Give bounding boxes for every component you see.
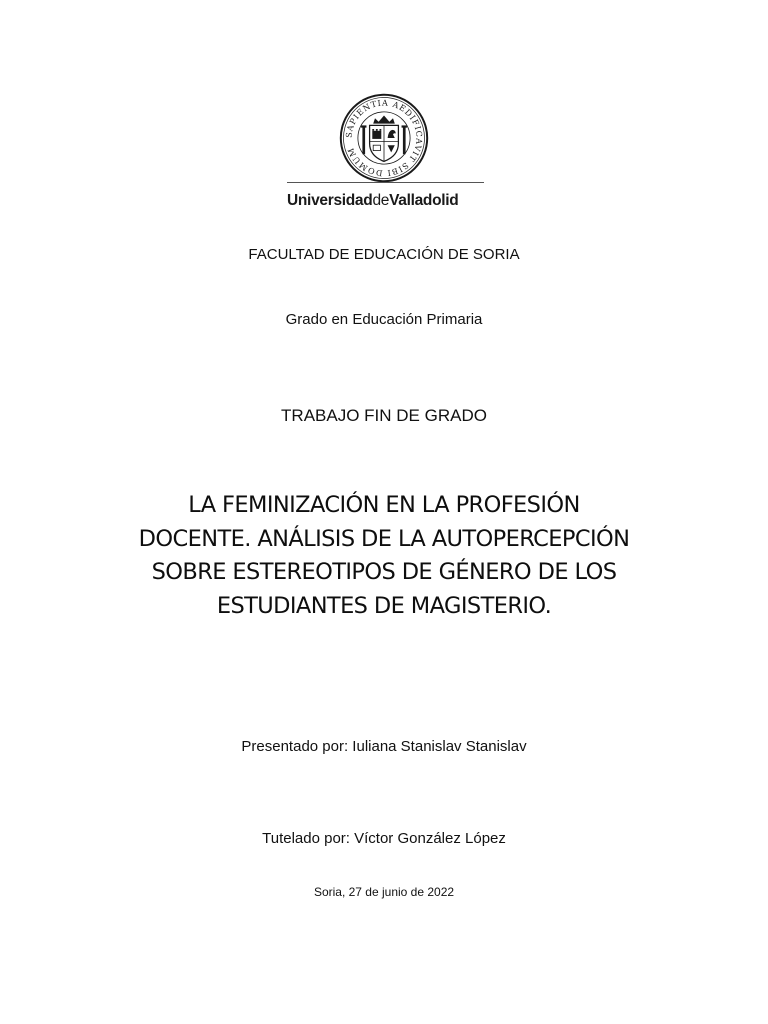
wordmark-universidad: Universidad [287, 192, 373, 209]
thesis-title-line: LA FEMINIZACIÓN EN LA PROFESIÓN [188, 492, 580, 518]
tutored-by: Tutelado por: Víctor González López [262, 830, 506, 847]
university-wordmark [287, 192, 487, 210]
thesis-title-line: ESTUDIANTES DE MAGISTERIO. [216, 592, 552, 619]
wordmark-de: de [372, 192, 390, 209]
faculty-name: FACULTAD DE EDUCACIÓN DE SORIA [248, 246, 520, 263]
thesis-title-line: SOBRE ESTEREOTIPOS DE GÉNERO DE LOS [151, 559, 617, 585]
submission-date: Soria, 27 de junio de 2022 [313, 885, 455, 899]
university-seal-icon [339, 93, 429, 183]
thesis-title-line: DOCENTE. ANÁLISIS DE LA AUTOPERCEPCIÓN [138, 525, 630, 552]
thesis-title [84, 489, 684, 623]
presented-by: Presentado por: Iuliana Stanislav Stanislav [241, 738, 527, 755]
document-type: TRABAJO FIN DE GRADO [281, 406, 487, 425]
degree-name: Grado en Educación Primaria [285, 311, 483, 328]
seal-legend: SAPIENTIA AEDIFICAVIT SIBI DOMUM [343, 97, 425, 179]
logo-divider [287, 182, 484, 183]
wordmark-valladolid: Valladolid [389, 192, 459, 209]
